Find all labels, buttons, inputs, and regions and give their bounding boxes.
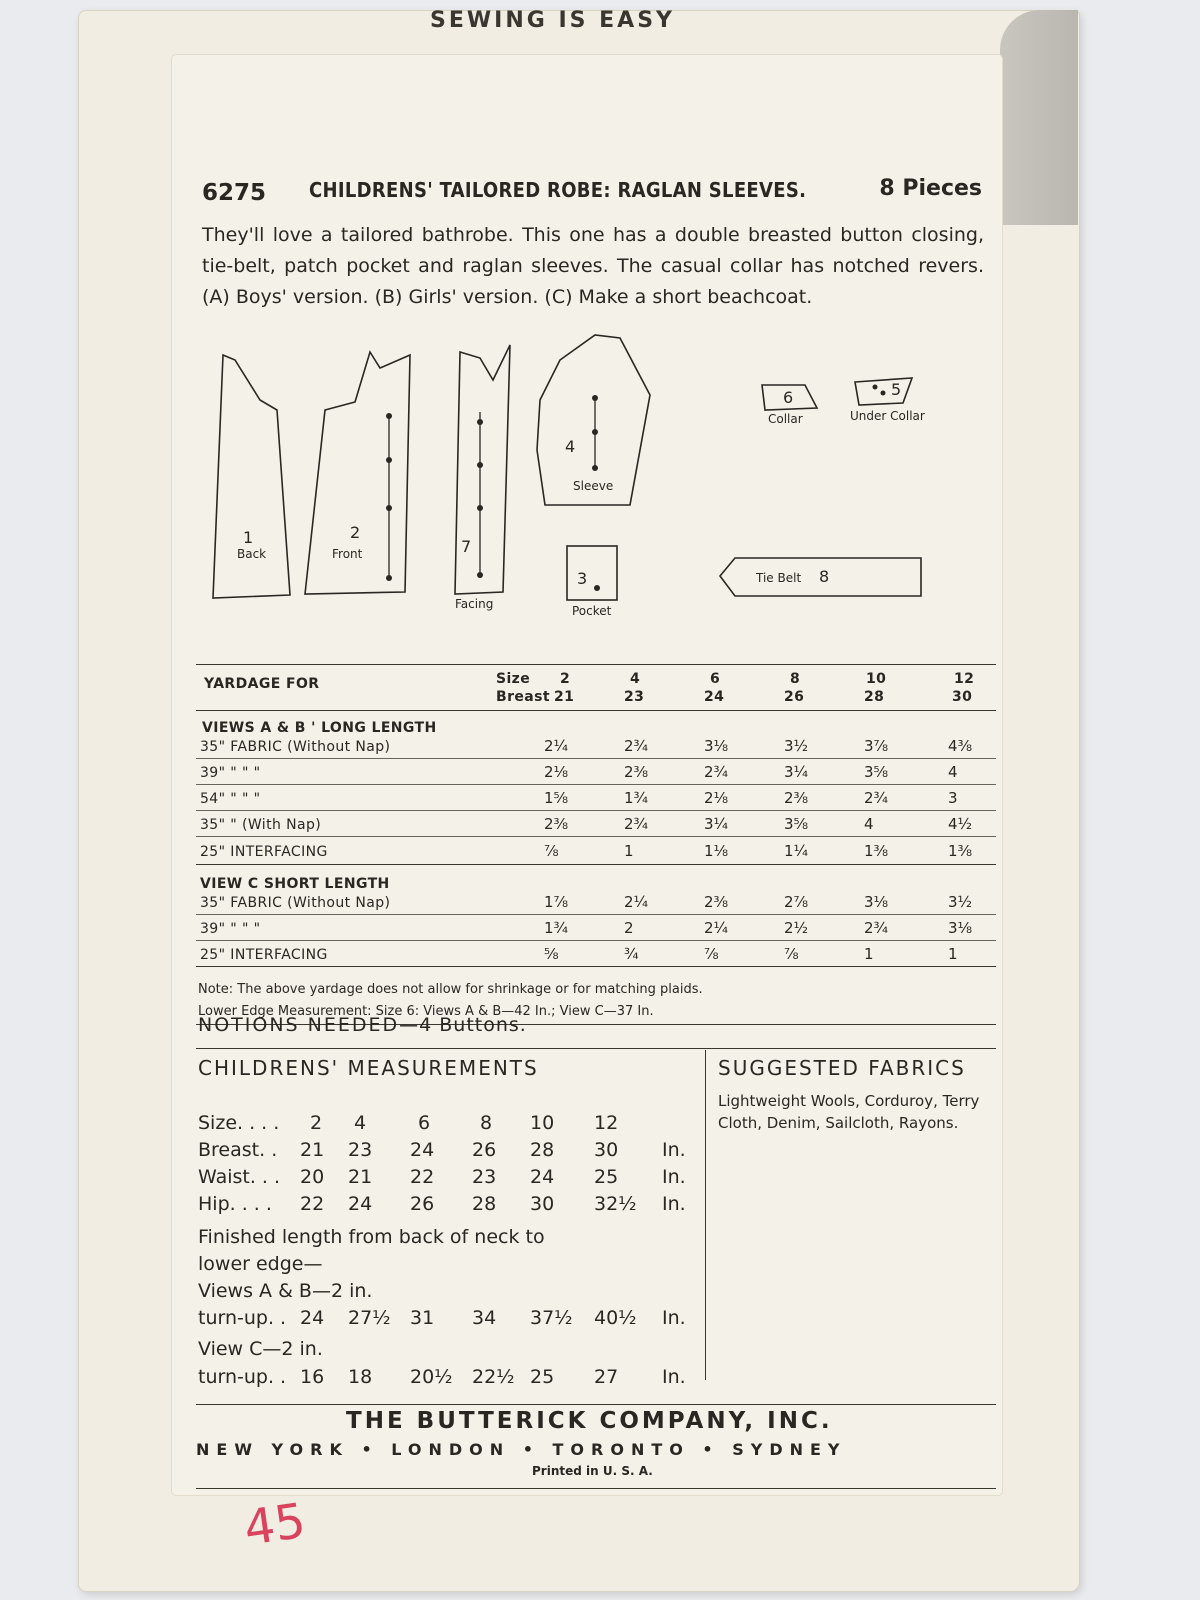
cell: 24 — [410, 1139, 435, 1161]
yardage-cell: 3⅛ — [864, 893, 889, 911]
yardage-cell: 2⅛ — [544, 763, 569, 781]
cell: 40½ — [594, 1307, 637, 1329]
yardage-cell: 3½ — [784, 737, 809, 755]
piece-back-shape — [213, 355, 290, 598]
yardage-breast: 28 — [864, 689, 885, 705]
pattern-number: 6275 — [202, 180, 267, 206]
finished-length-line2: lower edge— — [198, 1253, 323, 1275]
cell: 22 — [300, 1193, 325, 1215]
pattern-piece-count: 8 Pieces — [879, 176, 982, 201]
company-cities: NEW YORK • LONDON • TORONTO • SYDNEY — [196, 1440, 847, 1459]
yardage-cell: 3½ — [948, 893, 973, 911]
piece-pocket-shape — [567, 546, 617, 600]
yardage-cell: 2⅜ — [784, 789, 809, 807]
unit: In. — [662, 1307, 686, 1329]
cell: 2 — [310, 1112, 323, 1134]
cell: 26 — [472, 1139, 497, 1161]
yardage-cell: 1¼ — [784, 842, 809, 860]
piece-under-collar-number: 5 — [891, 380, 902, 399]
yardage-cell: ⅝ — [544, 945, 559, 963]
yardage-cell: 2¾ — [864, 919, 889, 937]
cell: 16 — [300, 1366, 325, 1388]
yardage-cell: 3⅛ — [704, 737, 729, 755]
yardage-cell: 1⅜ — [864, 842, 889, 860]
unit: In. — [662, 1166, 686, 1188]
yardage-cell: 1 — [948, 945, 958, 963]
yardage-cell: 4 — [864, 815, 874, 833]
piece-collar-number: 6 — [783, 388, 794, 407]
cell: 8 — [480, 1112, 493, 1134]
yardage-cell: 3 — [948, 789, 958, 807]
yardage-cell: 2¼ — [704, 919, 729, 937]
piece-facing-label: Facing — [455, 597, 494, 611]
piece-facing-shape — [455, 345, 510, 594]
row-label: Breast. . — [198, 1139, 278, 1161]
measurements-title: CHILDRENS' MEASUREMENTS — [198, 1056, 539, 1080]
pattern-title-row — [202, 174, 982, 214]
pattern-title: CHILDRENS' TAILORED ROBE: RAGLAN SLEEVES. — [309, 178, 807, 202]
cell: 24 — [300, 1307, 325, 1329]
printed-in: Printed in U. S. A. — [532, 1464, 653, 1478]
piece-collar-label: Collar — [768, 412, 803, 426]
unit: In. — [662, 1139, 686, 1161]
cell: 21 — [300, 1139, 325, 1161]
yardage-cell: 2¼ — [544, 737, 569, 755]
yardage-cell: 3¼ — [704, 815, 729, 833]
yardage-cell: 3⅛ — [948, 919, 973, 937]
cell: 31 — [410, 1307, 435, 1329]
piece-front-label: Front — [332, 547, 363, 561]
cell: 26 — [410, 1193, 435, 1215]
yardage-cell: 3¼ — [784, 763, 809, 781]
piece-back-number: 1 — [243, 528, 254, 547]
cell: 23 — [348, 1139, 373, 1161]
cell: 24 — [348, 1193, 373, 1215]
cell: 34 — [472, 1307, 497, 1329]
flap-shadow — [1000, 10, 1078, 225]
yardage-size: 4 — [630, 671, 641, 687]
yardage-cell: 4⅜ — [948, 737, 973, 755]
yardage-row-label: 25" INTERFACING — [200, 844, 328, 860]
column-divider — [705, 1050, 706, 1380]
cell: 18 — [348, 1366, 373, 1388]
piece-back-label: Back — [237, 547, 267, 561]
cell: 23 — [472, 1166, 497, 1188]
yardage-cell: 2¾ — [864, 789, 889, 807]
views-ab-turnup-label: Views A & B—2 in. — [198, 1280, 373, 1302]
cell: 10 — [530, 1112, 555, 1134]
cell: 22½ — [472, 1366, 515, 1388]
yardage-cell: 2¾ — [624, 737, 649, 755]
yardage-cell: 2 — [624, 919, 634, 937]
finished-length-line1: Finished length from back of neck to — [198, 1226, 545, 1248]
yardage-cell: 2⅜ — [624, 763, 649, 781]
yardage-breast: 23 — [624, 689, 645, 705]
view-c-turnup-label: View C—2 in. — [198, 1338, 323, 1360]
yardage-row-label: 39" " " " — [200, 765, 261, 781]
yardage-cell: 1⅞ — [544, 893, 569, 911]
row-label: Size. . . . — [198, 1112, 280, 1134]
yardage-title: YARDAGE FOR — [204, 676, 320, 692]
yardage-cell: 1¾ — [544, 919, 569, 937]
yardage-cell: 3⅞ — [864, 737, 889, 755]
yardage-cell: 1¾ — [624, 789, 649, 807]
yardage-cell: ⅞ — [784, 945, 799, 963]
yardage-cell: 4 — [948, 763, 958, 781]
cell: 27½ — [348, 1307, 391, 1329]
yardage-row-label: 54" " " " — [200, 791, 261, 807]
cell: 12 — [594, 1112, 619, 1134]
cell: 25 — [530, 1366, 555, 1388]
pattern-pieces-diagram — [205, 330, 965, 630]
yardage-row-label: 25" INTERFACING — [200, 947, 328, 963]
yardage-cell: 2⅛ — [704, 789, 729, 807]
yardage-size: 2 — [560, 671, 571, 687]
yardage-cell: 1⅝ — [544, 789, 569, 807]
yardage-cell: 2¾ — [624, 815, 649, 833]
handwritten-stamp — [240, 1488, 330, 1558]
yardage-cell: 2⅞ — [784, 893, 809, 911]
cell: 6 — [418, 1112, 431, 1134]
yardage-breast: 30 — [952, 689, 973, 705]
yardage-size: 12 — [954, 671, 975, 687]
notions-value: —4 Buttons. — [399, 1014, 527, 1036]
cell: 32½ — [594, 1193, 637, 1215]
cell: 30 — [594, 1139, 619, 1161]
cell: 24 — [530, 1166, 555, 1188]
row-label: Waist. . . — [198, 1166, 281, 1188]
cell: 20½ — [410, 1366, 453, 1388]
suggested-fabrics-text: Lightweight Wools, Corduroy, Terry Cloth, Denim, Sailcloth, Rayons. — [718, 1092, 980, 1132]
pattern-description: They'll love a tailored bathrobe. This one has a double breasted button closing, tie-belt, patch pocket and raglan sleeves. The casual collar has notched revers. (A) Boys' version. (B) Girls' version. (C) Make a short beachcoat. — [202, 224, 984, 308]
cell: 30 — [530, 1193, 555, 1215]
yardage-size: 8 — [790, 671, 801, 687]
yardage-cell: 3⅝ — [784, 815, 809, 833]
cell: 25 — [594, 1166, 619, 1188]
piece-front-number: 2 — [350, 523, 361, 542]
piece-sleeve-label: Sleeve — [573, 479, 614, 493]
yardage-size: 6 — [710, 671, 721, 687]
yardage-cell: 2¾ — [704, 763, 729, 781]
company-name: THE BUTTERICK COMPANY, INC. — [346, 1408, 833, 1434]
row-label: turn-up. . — [198, 1307, 287, 1329]
yardage-cell: 3⅝ — [864, 763, 889, 781]
piece-pocket-label: Pocket — [572, 604, 612, 618]
yardage-row-label: 35" " (With Nap) — [200, 817, 322, 833]
suggested-fabrics-title: SUGGESTED FABRICS — [718, 1056, 966, 1080]
row-label: Hip. . . . — [198, 1193, 272, 1215]
yardage-cell: 1 — [864, 945, 874, 963]
yardage-cell: 2⅜ — [544, 815, 569, 833]
cell: 4 — [354, 1112, 367, 1134]
yardage-cell: ⅞ — [704, 945, 719, 963]
yardage-note: Note: The above yardage does not allow for shrinkage or for matching plaids. — [198, 982, 703, 997]
unit: In. — [662, 1193, 686, 1215]
yardage-breast: 24 — [704, 689, 725, 705]
notions-label: NOTIONS NEEDED — [198, 1014, 400, 1036]
yardage-row-label: 39" " " " — [200, 921, 261, 937]
cell: 27 — [594, 1366, 619, 1388]
cell: 28 — [530, 1139, 555, 1161]
yardage-cell: ⅞ — [544, 842, 559, 860]
piece-sleeve-number: 4 — [565, 437, 576, 456]
piece-under-collar-label: Under Collar — [850, 409, 925, 423]
cell: 21 — [348, 1166, 373, 1188]
unit: In. — [662, 1366, 686, 1388]
cell: 22 — [410, 1166, 435, 1188]
yardage-size-label: Size — [496, 671, 531, 687]
yardage-cell: 1⅛ — [704, 842, 729, 860]
yardage-breast: 26 — [784, 689, 805, 705]
piece-facing-number: 7 — [461, 537, 472, 556]
cell: 28 — [472, 1193, 497, 1215]
yardage-size: 10 — [866, 671, 887, 687]
yardage-cell: 2⅜ — [704, 893, 729, 911]
piece-tie-belt-number: 8 — [819, 567, 830, 586]
yardage-cell: 2½ — [784, 919, 809, 937]
yardage-cell: 4½ — [948, 815, 973, 833]
envelope-header-text: SEWING IS EASY — [430, 8, 675, 33]
row-label: turn-up. . — [198, 1366, 287, 1388]
cell: 20 — [300, 1166, 325, 1188]
piece-tie-belt-label: Tie Belt — [756, 571, 802, 585]
piece-pocket-number: 3 — [577, 569, 588, 588]
yardage-cell: 1⅜ — [948, 842, 973, 860]
yardage-row-label: 35" FABRIC (Without Nap) — [200, 895, 391, 911]
yardage-cell: 2¼ — [624, 893, 649, 911]
yardage-cell: 1 — [624, 842, 634, 860]
lower-edge-note: Lower Edge Measurement: Size 6: Views A & B—42 In.; View C—37 In. — [198, 1004, 654, 1019]
stamp-number: 45 — [240, 1492, 309, 1557]
section-view-c: VIEW C SHORT LENGTH — [200, 876, 390, 892]
yardage-breast: 21 — [554, 689, 575, 705]
yardage-row-label: 35" FABRIC (Without Nap) — [200, 739, 391, 755]
yardage-breast-label: Breast — [496, 689, 550, 705]
notions-needed — [198, 1014, 527, 1036]
section-views-ab: VIEWS A & B ' LONG LENGTH — [202, 720, 437, 736]
cell: 37½ — [530, 1307, 573, 1329]
yardage-cell: ¾ — [624, 945, 639, 963]
